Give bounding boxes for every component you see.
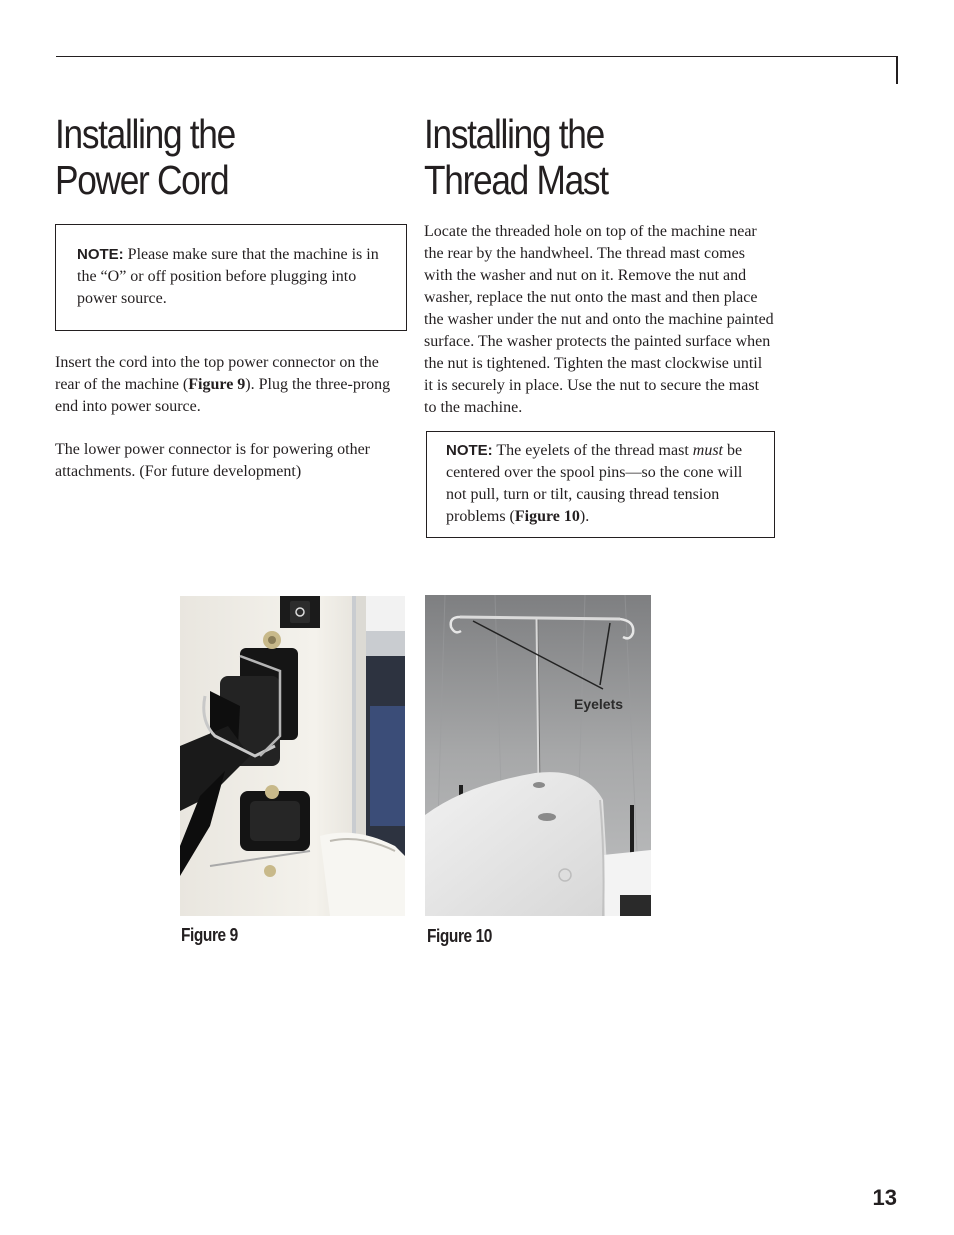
figure-10-photo [425,595,651,916]
power-cord-paragraph-2: The lower power connector is for powering other attachments. (For future development) [55,441,370,480]
paragraph-text: Insert the cord into the top power connector on the rear of the machine ( [55,354,379,393]
figure-10-caption: Figure 10 [427,926,492,946]
paragraph-text: ). Plug the three-prong end into power source. [55,376,391,415]
note-text: be centered over the spool pins—so the cone will not pull, turn or tilt, causing thread tension problems ( [446,442,743,525]
figure-reference: Figure 9 [188,376,246,393]
note-text: ). [579,508,590,525]
thread-mast-note-box [426,431,775,538]
power-cord-heading-line1: Installing the [55,111,235,157]
note-text: Please make sure that the machine is in the “O” or off position before plugging into power source. [77,246,379,307]
thread-mast-heading [424,111,608,203]
note-emphasis: must [692,442,723,459]
power-cord-note-box [55,224,407,331]
thread-mast-heading-line1: Installing the [424,111,604,157]
power-cord-heading [55,111,235,203]
note-label: NOTE: [446,442,493,459]
eyelets-label: Eyelets [574,696,624,712]
header-rule-tick [896,56,898,84]
power-cord-paragraph-1 [55,352,407,418]
header-rule [56,56,898,57]
power-cord-heading-line2: Power Cord [55,157,229,203]
note-text: The eyelets of the thread mast [496,442,689,459]
figure-9-photo [180,596,405,916]
page-number: 13 [872,1185,897,1210]
thread-mast-heading-line2: Thread Mast [424,157,608,203]
figure-reference: Figure 10 [514,508,580,525]
figure-9-caption: Figure 9 [181,925,238,945]
note-label: NOTE: [77,246,124,263]
thread-mast-paragraph: Locate the threaded hole on top of the machine near the rear by the handwheel. The thread mast comes with the washer and nut on it. Remove the nut and washer, replace the nut onto the mast and then place the washer under the nut and onto the machine painted surface. The washer protects the painted surface when the nut is tightened. Tighten the mast clockwise until it is securely in place. Use the nut to secure the mast to the machine. [424,223,774,416]
